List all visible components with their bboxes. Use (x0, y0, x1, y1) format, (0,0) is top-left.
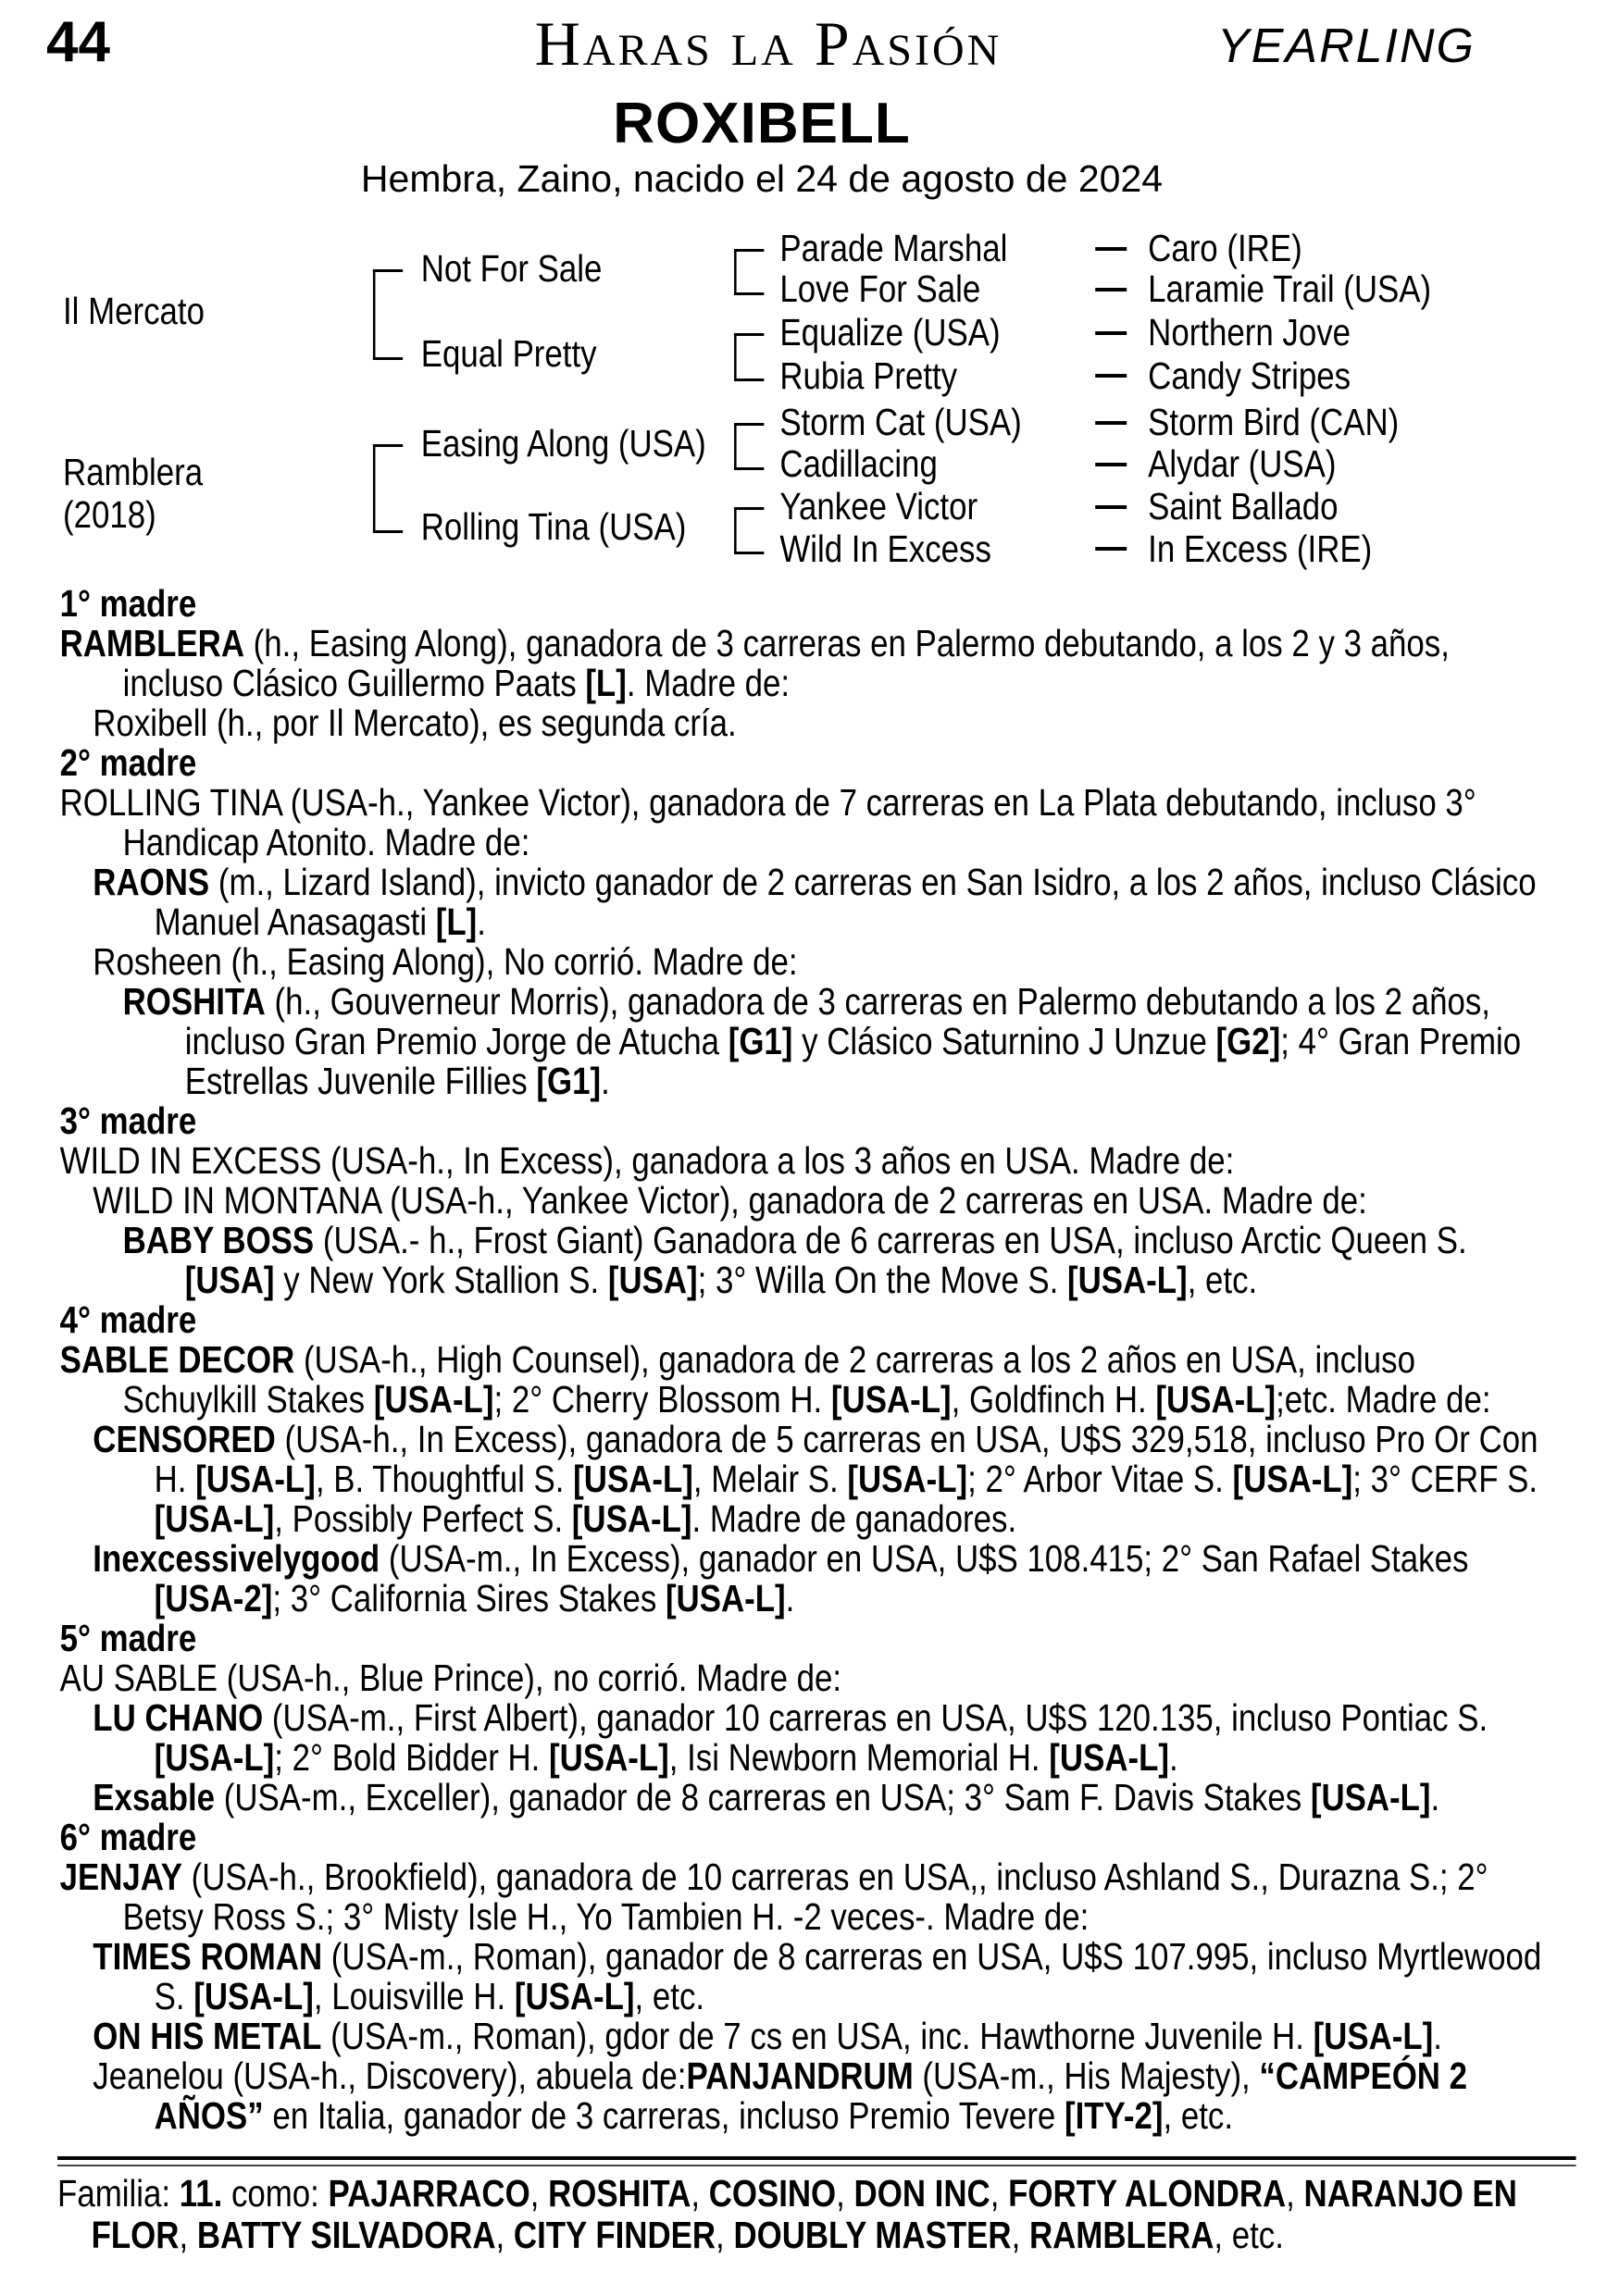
bold-run: Exsable (93, 1776, 216, 1818)
pedigree-bracket (734, 249, 764, 295)
text-run: AU SABLE (USA-h., Blue Prince), no corrió. Madre de: (59, 1657, 842, 1699)
text-run: ; 2° Arbor Vitae S. (967, 1458, 1233, 1500)
pedigree-dash (1095, 247, 1127, 251)
bold-run: TIMES ROMAN (93, 1935, 323, 1978)
pedigree-paragraph (60, 2017, 1559, 2056)
text-run: , (179, 2214, 197, 2256)
bold-run: PANJANDRUM (686, 2054, 914, 2097)
text-run: . Madre de ganadores. (691, 1497, 1017, 1540)
pedigree-paragraph (60, 2056, 1559, 2136)
body-sections (0, 584, 1618, 2136)
pedigree-dash (1095, 288, 1127, 292)
section-heading: 3° madre (59, 1099, 197, 1142)
pedigree-paragraph (60, 942, 1559, 982)
bold-run: [G1] (728, 1020, 793, 1062)
bold-run: PAJARRACO (328, 2172, 530, 2215)
text-run: (USA-h., In Excess), ganadora de 5 carreras en USA, U$S 329,518, incluso Pro Or Con H. (154, 1418, 1538, 1500)
bold-run: [USA-L] (573, 1458, 693, 1500)
text-run: , Isi Newborn Memorial H. (668, 1736, 1050, 1779)
pedigree-paragraph (60, 1420, 1559, 1539)
bold-run: [G2] (1215, 1020, 1281, 1062)
pedigree-gen3-node: Love For Sale (779, 267, 981, 310)
bold-run: [ITY-2] (1064, 2094, 1164, 2137)
pedigree-paragraph (60, 1340, 1559, 1420)
pedigree-paragraph (60, 982, 1559, 1101)
text-run: WILD IN EXCESS (USA-h., In Excess), ganadora a los 3 años en USA. Madre de: (59, 1139, 1235, 1182)
horse-name: ROXIBELL (613, 92, 911, 155)
bold-run: [USA-L] (549, 1736, 669, 1779)
bold-run: RAONS (93, 861, 210, 903)
pedigree-bracket (373, 444, 403, 533)
pedigree-dash (1095, 463, 1127, 466)
text-run: , (1011, 2214, 1029, 2256)
bold-run: [USA-L] (1155, 1378, 1277, 1421)
bold-run: NARANJO EN FLOR (91, 2172, 1517, 2256)
section-heading: 6° madre (59, 1816, 197, 1858)
bold-run: CENSORED (93, 1418, 276, 1460)
pedigree-gen4-node: Caro (IRE) (1148, 227, 1302, 269)
stud-title: Haras la Pasión (534, 8, 1003, 79)
bold-run: SABLE DECOR (59, 1338, 295, 1381)
text-run: (USA-m., His Majesty), (913, 2054, 1260, 2097)
pedigree-dam-year: (2018) (63, 493, 156, 536)
pedigree-dash (1095, 547, 1127, 551)
text-run: , (716, 2214, 734, 2256)
text-run: , B. Thoughtful S. (315, 1458, 574, 1500)
text-run: (USA-m., First Albert), ganador 10 carreras en USA, U$S 120.135, incluso Pontiac S. (263, 1696, 1488, 1739)
pedigree-paragraph (60, 1698, 1559, 1778)
text-run: , (1286, 2172, 1304, 2215)
text-run: , etc. (1214, 2214, 1284, 2256)
text-run: (h., Gouverneur Morris), ganadora de 3 carreras en Palermo debutando a los 2 años, incluso Gran Premio Jorge de Atucha (184, 980, 1490, 1062)
text-run: (USA-m., Roman), gdor de 7 cs en USA, inc. Hawthorne Juvenile H. (321, 2015, 1314, 2057)
text-run: (USA-m., In Excess), ganador en USA, U$S 108.415; 2° San Rafael Stakes (380, 1537, 1469, 1580)
section-heading: 2° madre (59, 741, 197, 784)
bold-run: FORTY ALONDRA (1008, 2172, 1287, 2215)
text-run: Jeanelou (USA-h., Discovery), abuela de: (93, 2054, 687, 2097)
bold-run: [USA-L] (1066, 1259, 1188, 1301)
sale-session-label: YEARLING (1217, 19, 1476, 73)
text-run: ; 3° Willa On the Move S. (697, 1259, 1067, 1301)
pedigree-paragraph (60, 703, 1559, 743)
text-run: , Possibly Perfect S. (274, 1497, 572, 1540)
bold-run: [USA-L] (847, 1458, 968, 1500)
family-separator-rule (57, 2156, 1576, 2166)
pedigree-paragraph (60, 1937, 1559, 2017)
bold-run: [L] (585, 662, 627, 704)
pedigree-dam (63, 451, 203, 536)
bold-run: [USA-L] (571, 1497, 692, 1540)
text-run: Familia: (57, 2172, 180, 2215)
pedigree-gen4-node: Storm Bird (CAN) (1148, 401, 1400, 443)
pedigree-paragraph (60, 783, 1559, 863)
family-line (57, 2173, 1577, 2256)
text-run: en Italia, ganador de 3 carreras, incluso Premio Tevere (263, 2094, 1065, 2137)
pedigree-gen3-node: Rubia Pretty (779, 354, 958, 397)
text-run: , etc. (634, 1975, 705, 2017)
text-run: y New York Stallion S. (274, 1259, 608, 1301)
pedigree-paragraph (60, 1181, 1559, 1221)
bold-run: [USA-L] (154, 1736, 275, 1779)
text-run: como: (222, 2172, 329, 2215)
text-run: , (836, 2172, 854, 2215)
pedigree-gen2-node: Equal Pretty (420, 332, 597, 375)
bold-run: [USA-L] (154, 1497, 275, 1540)
bold-run: [USA-L] (195, 1458, 316, 1500)
text-run: ; 3° California Sires Stakes (272, 1577, 666, 1620)
text-run: . (785, 1577, 795, 1620)
text-run: . (1168, 1736, 1178, 1779)
text-run: , (691, 2172, 709, 2215)
pedigree-paragraph (60, 1539, 1559, 1619)
pedigree-gen4-node: In Excess (IRE) (1148, 527, 1373, 570)
section-heading: 4° madre (59, 1298, 197, 1341)
bold-run: LU CHANO (93, 1696, 264, 1739)
bold-run: [USA-L] (830, 1378, 952, 1421)
pedigree-gen3-node: Parade Marshal (779, 227, 1008, 269)
bold-run: [USA-L] (1313, 2015, 1434, 2057)
bold-run: BABY BOSS (122, 1219, 315, 1261)
pedigree-bracket (734, 507, 764, 554)
text-run: (USA-h., High Counsel), ganadora de 2 carreras a los 2 años en USA, incluso Schuylkill Stakes (122, 1338, 1415, 1421)
text-run: , (495, 2214, 514, 2256)
pedigree-paragraph (60, 1141, 1559, 1181)
text-run: Rosheen (h., Easing Along), No corrió. Madre de: (93, 940, 798, 983)
bold-run: [L] (435, 900, 478, 943)
pedigree-gen2-node: Not For Sale (420, 247, 603, 290)
text-run: , etc. (1187, 1259, 1258, 1301)
pedigree-gen4-node: Candy Stripes (1148, 354, 1351, 397)
pedigree-dam-name: Ramblera (63, 451, 204, 493)
pedigree-gen3-node: Cadillacing (779, 442, 938, 485)
bold-run: BATTY SILVADORA (196, 2214, 496, 2256)
pedigree-gen4-node: Alydar (USA) (1148, 442, 1337, 485)
bold-run: CITY FINDER (513, 2214, 716, 2256)
bold-run: [USA-L] (665, 1577, 786, 1620)
bold-run: DOUBLY MASTER (733, 2214, 1012, 2256)
bold-run: ROSHITA (122, 980, 266, 1023)
text-run: (m., Lizard Island), invicto ganador de 2 carreras en San Isidro, a los 2 años, incluso Clásico Manuel Anasagasti (154, 861, 1537, 943)
bold-run: [USA-L] (1232, 1458, 1353, 1500)
pedigree-gen4-node: Northern Jove (1148, 311, 1351, 354)
text-run: ; 2° Bold Bidder H. (274, 1736, 550, 1779)
text-run: ; 3° CERF S. (1352, 1458, 1538, 1500)
text-run: ; 2° Cherry Blossom H. (493, 1378, 831, 1421)
bold-run: 11. (179, 2172, 223, 2215)
text-run: (USA.- h., Frost Giant) Ganadora de 6 carreras en USA, incluso Arctic Queen S. (314, 1219, 1467, 1261)
pedigree-bracket (734, 423, 764, 470)
bold-run: “CAMPEÓN 2 AÑOS” (154, 2054, 1468, 2137)
text-run: . (1430, 1776, 1440, 1818)
bold-run: [USA-2] (154, 1577, 273, 1620)
text-run: Roxibell (h., por Il Mercato), es segunda cría. (93, 701, 737, 744)
bold-run: COSINO (708, 2172, 837, 2215)
text-run: ; 4° Gran Premio Estrellas Juvenile Fillies (184, 1020, 1522, 1102)
text-run: . (1433, 2015, 1442, 2057)
text-run: , (990, 2172, 1009, 2215)
text-run: , Louisville H. (313, 1975, 515, 2017)
pedigree-paragraph (60, 1857, 1559, 1937)
pedigree-dash (1095, 331, 1127, 335)
pedigree-paragraph (60, 1778, 1559, 1818)
text-run: , Melair S. (692, 1458, 848, 1500)
bold-run: [USA-L] (1049, 1736, 1169, 1779)
bold-run: [USA-L] (193, 1975, 314, 2017)
pedigree-gen4-node: Laramie Trail (USA) (1148, 267, 1432, 310)
pedigree-dash (1095, 505, 1127, 509)
pedigree-gen3-node: Storm Cat (USA) (779, 401, 1022, 443)
pedigree-paragraph (60, 1658, 1559, 1698)
bold-run: ON HIS METAL (93, 2015, 322, 2057)
text-run: ROLLING TINA (USA-h., Yankee Victor), ganadora de 7 carreras en La Plata debutando, incluso 3° Handicap Atonito. Madre de: (59, 781, 1476, 863)
bold-run: [USA] (607, 1259, 698, 1301)
bold-run: [USA-L] (373, 1378, 494, 1421)
bold-run: [G1] (536, 1060, 602, 1102)
pedigree-gen2-node: Easing Along (USA) (420, 422, 706, 465)
bold-run: JENJAY (59, 1855, 183, 1898)
text-run: . Madre de: (626, 662, 791, 704)
text-run: , etc. (1163, 2094, 1234, 2137)
bold-run: RAMBLERA (59, 622, 245, 664)
bold-run: ROSHITA (548, 2172, 691, 2215)
pedigree-dash (1095, 374, 1127, 378)
pedigree-gen4-node: Saint Ballado (1148, 485, 1339, 527)
text-run: WILD IN MONTANA (USA-h., Yankee Victor), ganadora de 2 carreras en USA. Madre de: (93, 1179, 1367, 1222)
bold-run: DON INC (853, 2172, 990, 2215)
text-run: (h., Easing Along), ganadora de 3 carreras en Palermo debutando, a los 2 y 3 años, incluso Clásico Guillermo Paats (122, 622, 1450, 704)
bold-run: [USA-L] (1310, 1776, 1431, 1818)
bold-run: RAMBLERA (1028, 2214, 1214, 2256)
page-number: 44 (46, 10, 110, 74)
text-run: . (601, 1060, 610, 1102)
text-run: ;etc. Madre de: (1276, 1378, 1491, 1421)
pedigree-paragraph (60, 863, 1559, 942)
text-run: . (477, 900, 486, 943)
text-run: (USA-h., Brookfield), ganadora de 10 carreras en USA,, incluso Ashland S., Durazna S.; 2° Betsy Ross S.; 3° Misty Isle H., Yo Tambien H. -2 veces-. Madre de: (122, 1855, 1488, 1938)
text-run: (USA-m., Exceller), ganador de 8 carreras en USA; 3° Sam F. Davis Stakes (215, 1776, 1311, 1818)
text-run: , (529, 2172, 549, 2215)
pedigree-dash (1095, 421, 1127, 425)
text-run: (USA-m., Roman), ganador de 8 carreras en USA, U$S 107.995, incluso Myrtlewood S. (154, 1935, 1542, 2017)
horse-description: Hembra, Zaino, nacido el 24 de agosto de 2024 (360, 157, 1164, 200)
text-run: y Clásico Saturnino J Unzue (792, 1020, 1216, 1062)
pedigree-bracket (734, 333, 764, 381)
text-run: , Goldfinch H. (951, 1378, 1156, 1421)
section-heading: 1° madre (59, 582, 197, 625)
bold-run: [USA-L] (514, 1975, 635, 2017)
pedigree-paragraph (60, 1221, 1559, 1300)
bold-run: Inexcessivelygood (93, 1537, 380, 1580)
pedigree-gen3-node: Wild In Excess (779, 527, 991, 570)
bold-run: [USA] (184, 1259, 275, 1301)
pedigree-bracket (373, 269, 403, 360)
pedigree-sire: Il Mercato (63, 290, 205, 332)
pedigree-paragraph (60, 624, 1559, 703)
section-heading: 5° madre (59, 1617, 197, 1659)
pedigree-gen3-node: Yankee Victor (779, 485, 978, 527)
pedigree-gen3-node: Equalize (USA) (779, 311, 1001, 354)
pedigree-gen2-node: Rolling Tina (USA) (420, 505, 687, 548)
